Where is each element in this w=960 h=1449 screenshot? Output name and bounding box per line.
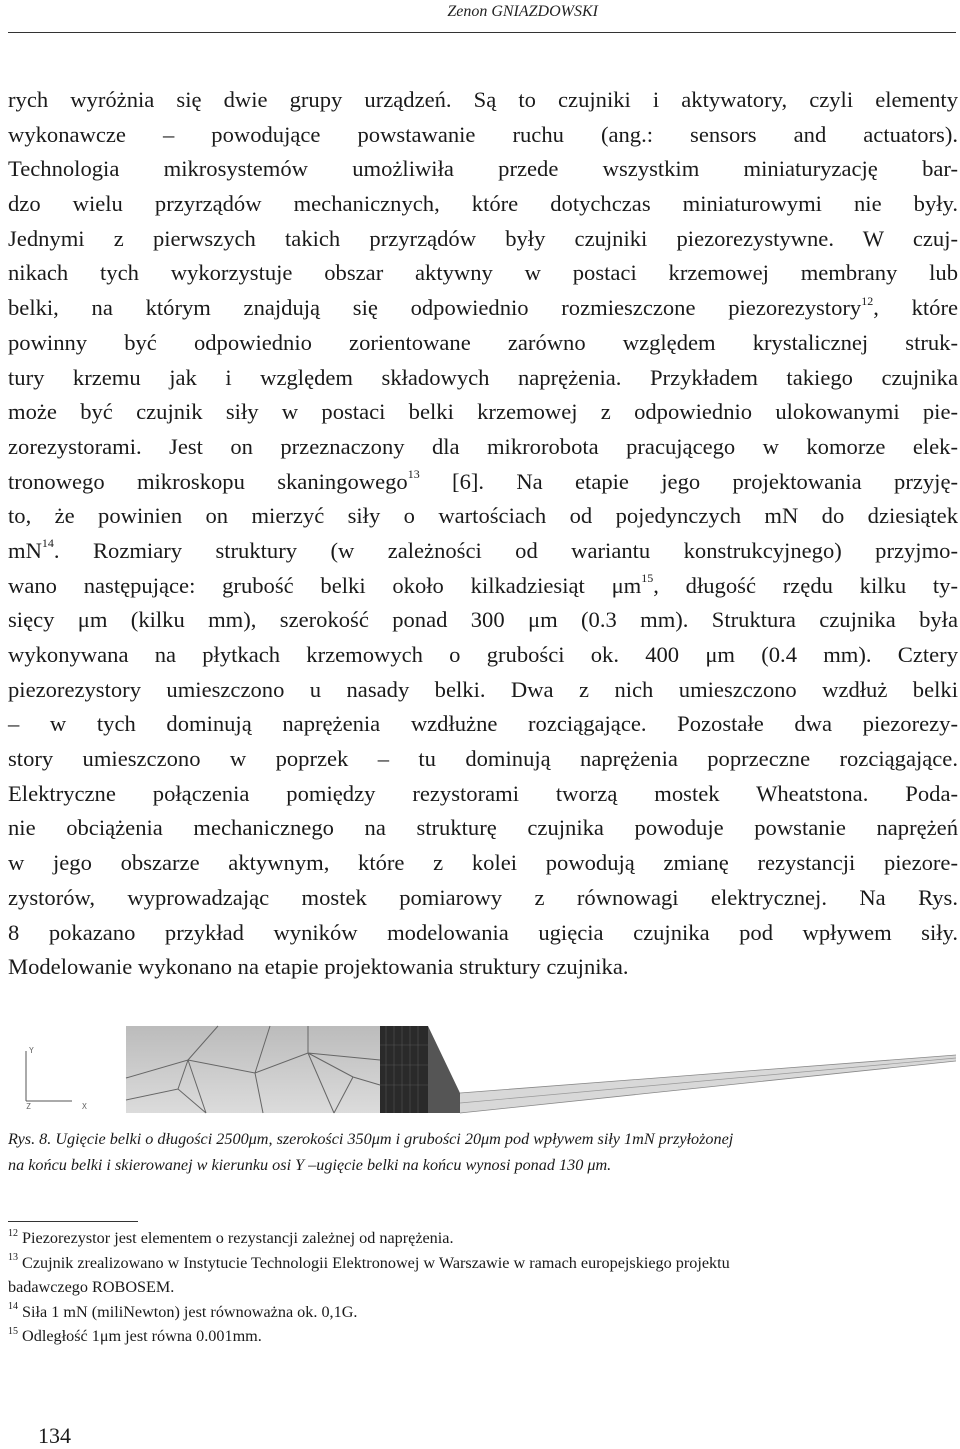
axis-z-label: Z [26, 1102, 31, 1111]
footnote-ref-12: 12 [861, 293, 874, 308]
footnote-divider [8, 1221, 138, 1222]
body-line: rych wyróżnia się dwie grupy urządzeń. Są to czujniki i aktywatory, czyli elementy [8, 87, 958, 112]
body-text-span: , długość rzędu kilku ty- [653, 572, 958, 598]
body-text-span: wano następujące: grubość belki około kilkadziesiąt μm [8, 572, 642, 598]
body-line: wykonawcze – powodujące powstawanie ruchu (ang.: sensors and actuators). [8, 121, 958, 147]
header-author: Zenon GNIAZDOWSKI [447, 3, 598, 20]
figure-caption [8, 1126, 956, 1178]
body-text-span: tronowego mikroskopu skaningowego [8, 468, 408, 494]
footnotes [8, 1226, 958, 1349]
body-line [8, 291, 958, 326]
footnote-14 [8, 1300, 958, 1325]
body-text-span: , które [873, 295, 958, 321]
body-text-span: mN [8, 537, 42, 563]
footnote-number: 15 [8, 1325, 18, 1337]
body-line: tury krzemu jak i względem składowych naprężenia. Przykładem takiego czujnika [8, 364, 958, 390]
body-line: nikach tych wykorzystuje obszar aktywny w postaci krzemowej membrany lub [8, 260, 958, 286]
body-line: 8 pokazano przykład wyników modelowania ugięcia czujnika pod wpływem siły. [8, 919, 958, 945]
body-line: w jego obszarze aktywnym, które z kolei powodują zmianę rezystancji piezore- [8, 850, 958, 876]
axis-y-label: Y [29, 1046, 34, 1055]
beam-deflection-figure [8, 1005, 956, 1117]
body-line: wykonywana na płytkach krzemowych o grubości ok. 400 μm (0.4 mm). Cztery [8, 642, 958, 667]
body-line [8, 534, 958, 569]
body-line: story umieszczono w poprzek – tu dominują naprężenia poprzeczne rozciągające. [8, 746, 958, 772]
footnote-text: Czujnik zrealizowano w Instytucie Technologii Elektronowej w Warszawie w ramach europejskiego projektu [22, 1253, 730, 1272]
footnote-ref-14: 14 [41, 536, 54, 551]
footnote-13 [8, 1251, 958, 1276]
caption-line: na końcu belki i skierowanej w kierunku osi Y –ugięcie belki na końcu wynosi ponad 130 μm. [8, 1156, 612, 1174]
body-line: powinny być odpowiednio zorientowane zarówno względem krystalicznej struk- [8, 329, 958, 355]
footnote-ref-15: 15 [641, 571, 654, 586]
footnote-text: Siła 1 mN (miliNewton) jest równoważna ok. 0,1G. [22, 1302, 358, 1321]
body-line: zorezystorami. Jest on przeznaczony dla mikrorobota pracującego w komorze elek- [8, 433, 958, 459]
caption-line: Rys. 8. Ugięcie belki o długości 2500μm, szerokości 350μm i grubości 20μm pod wpływem siły 1mN przyłożonej [8, 1130, 734, 1148]
body-line: Elektryczne połączenia pomiędzy rezystorami tworzą mostek Wheatstona. Poda- [8, 780, 958, 806]
body-line: piezorezystory umieszczono u nasady belki. Dwa z nich umieszczono wzdłuż belki [8, 676, 958, 702]
support-block [126, 1026, 380, 1113]
footnote-ref-13: 13 [407, 467, 420, 482]
body-line: zystorów, wyprowadzając mostek pomiarowy z równowagi elektrycznej. Na Rys. [8, 884, 958, 910]
body-line: to, że powinien on mierzyć siły o wartościach od pojedynczych mN do dziesiątek [8, 503, 958, 529]
body-line: Technologia mikrosystemów umożliwiła przede wszystkim miniaturyzację bar- [8, 156, 958, 182]
footnote-12 [8, 1226, 958, 1251]
body-line: Modelowanie wykonano na etapie projektowania struktury czujnika. [8, 954, 629, 980]
body-text-span: . Rozmiary struktury (w zależności od wariantu konstrukcyjnego) przyjmo- [53, 537, 958, 563]
body-line: – w tych dominują naprężenia wzdłużne rozciągające. Pozostałe dwa piezorezy- [8, 711, 958, 737]
running-header [8, 0, 956, 33]
footnote-number: 14 [8, 1301, 18, 1313]
footnote-13-continuation: badawczego ROBOSEM. [8, 1278, 175, 1297]
body-line: dzo wielu przyrządów mechanicznych, które dotychczas miniaturowymi nie były. [8, 191, 958, 217]
body-line [8, 465, 958, 500]
footnote-number: 13 [8, 1252, 18, 1264]
axis-x-label: X [82, 1102, 87, 1111]
body-text-span: belki, na którym znajdują się odpowiednio rozmieszczone piezorezystory [8, 295, 862, 321]
page-number: 134 [38, 1423, 71, 1448]
body-line: sięcy μm (kilku mm), szerokość ponad 300 μm (0.3 mm). Struktura czujnika była [8, 607, 958, 633]
footnote-number: 12 [8, 1227, 18, 1239]
body-line: Jednymi z pierwszych takich przyrządów były czujniki piezorezystywne. W czuj- [8, 225, 958, 251]
fem-mesh-image [8, 1005, 956, 1117]
footnote-text: Piezorezystor jest elementem o rezystancji zależnej od naprężenia. [22, 1229, 454, 1247]
footnote-15 [8, 1324, 958, 1349]
body-text [8, 83, 958, 985]
footnote-text: Odległość 1μm jest równa 0.001mm. [22, 1327, 262, 1346]
body-line: nie obciążenia mechanicznego na strukturę czujnika powoduje powstanie naprężeń [8, 815, 958, 841]
body-line [8, 569, 958, 604]
body-text-span: [6]. Na etapie jego projektowania przyję- [419, 468, 958, 494]
body-line: może być czujnik siły w postaci belki krzemowej z odpowiednio ulokowanymi pie- [8, 399, 958, 425]
